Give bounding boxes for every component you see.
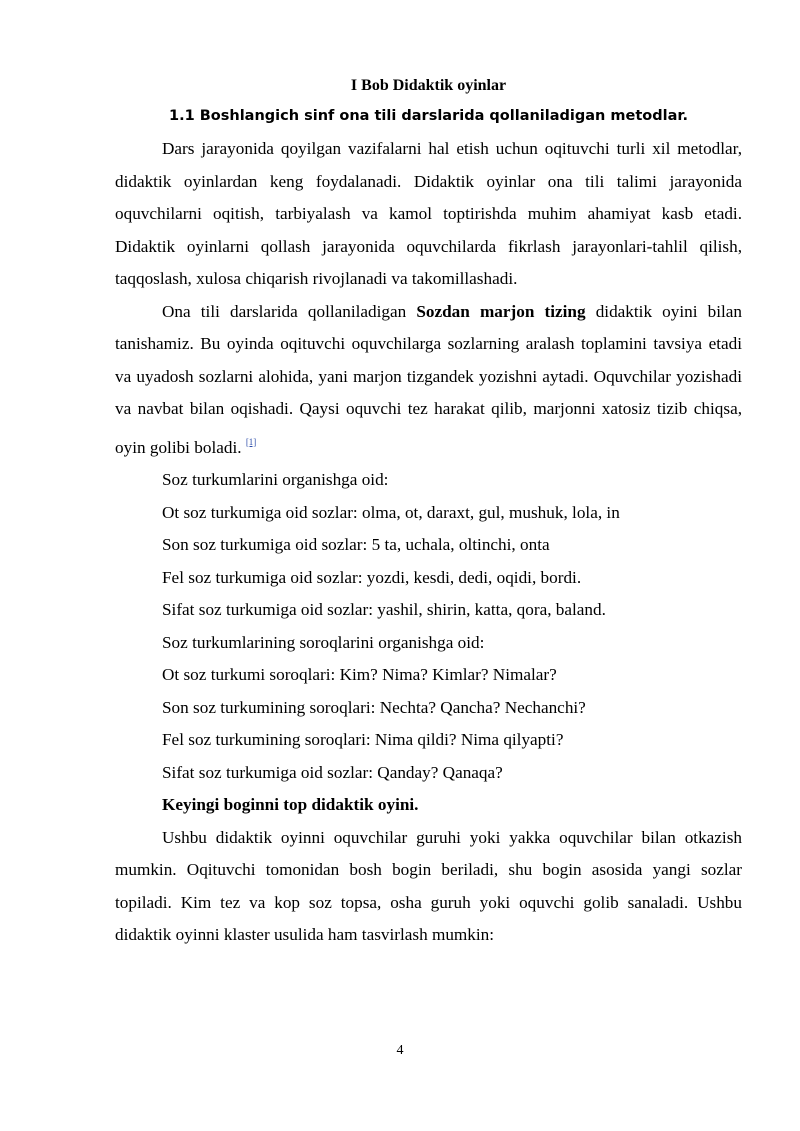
game-name-bold: Sozdan marjon tizing <box>416 301 586 321</box>
paragraph-text-after: didaktik oyini bilan tanishamiz. Bu oyinda oqituvchi oquvchilarga sozlarning aralash toplamini tavsiya etadi va uyadosh sozlarni alohida, yani marjon tizgandek yozishni aytadi. Oquvchilar yozishadi va navbat bilan oqishadi. Qaysi oquvchi tez harakat qilib, marjonni xatosiz tizib chiqsa, oyin golibi boladi. <box>115 301 742 457</box>
list-line: Fel soz turkumiga oid sozlar: yozdi, kesdi, dedi, oqidi, bordi. <box>162 567 582 587</box>
game-heading <box>115 789 742 822</box>
list-line: Ot soz turkumi soroqlari: Kim? Nima? Kimlar? Nimalar? <box>162 665 557 684</box>
list-line: Son soz turkumiga oid sozlar: 5 ta, uchala, oltinchi, onta <box>162 535 550 554</box>
list-line: Fel soz turkumining soroqlari: Nima qildi? Nima qilyapti? <box>162 730 564 749</box>
list-line: Soz turkumlarining soroqlarini organishga oid: <box>162 632 485 652</box>
page-number: 4 <box>396 1043 404 1058</box>
paragraph-text-before: Ona tili darslarida qollaniladigan <box>162 301 417 321</box>
section-title: 1.1 Boshlangich sinf ona tili darslarida qollaniladigan metodlar. <box>169 108 688 124</box>
list-line: Sifat soz turkumiga oid sozlar: Qanday? Qanaqa? <box>162 762 503 782</box>
page-content <box>115 76 742 952</box>
footnote-link[interactable]: [1] <box>245 436 257 447</box>
paragraph-game-description <box>115 296 742 465</box>
list-line: Soz turkumlarini organishga oid: <box>162 470 389 489</box>
chapter-title: I Bob Didaktik oyinlar <box>350 77 507 94</box>
paragraph-game-rules: Ushbu didaktik oyinni oquvchilar guruhi yoki yakka oquvchilar bilan otkazish mumkin. Oqituvchi tomonidan bosh bogin beriladi, shu bogin asosida yangi sozlar topiladi. Kim tez va kop soz topsa, osha guruh yoki oquvchi golib sanaladi. Ushbu didaktik oyinni klaster usulida ham tasvirlash mumkin: <box>115 827 742 944</box>
list-line: Ot soz turkumiga oid sozlar: olma, ot, daraxt, gul, mushuk, lola, in <box>162 502 620 522</box>
paragraph-intro: Dars jarayonida qoyilgan vazifalarni hal etish uchun oqituvchi turli xil metodlar, didaktik oyinlardan keng foydalanadi. Didaktik oyinlar ona tili talimi jarayonida oquvchilarni oqitish, tarbiyalash va kamol toptirishda muhim ahamiyat kasb etadi. Didaktik oyinlarni qollash jarayonida oquvchilarda fikrlash jarayonlari-tahlil qilish, taqqoslash, xulosa chiqarish rivojlanadi va takomillashadi. <box>115 139 742 288</box>
game-heading-text: Keyingi boginni top didaktik oyini. <box>162 795 419 814</box>
list-line: Son soz turkumining soroqlari: Nechta? Qancha? Nechanchi? <box>162 697 586 717</box>
list-line: Sifat soz turkumiga oid sozlar: yashil, shirin, katta, qora, baland. <box>162 600 606 619</box>
